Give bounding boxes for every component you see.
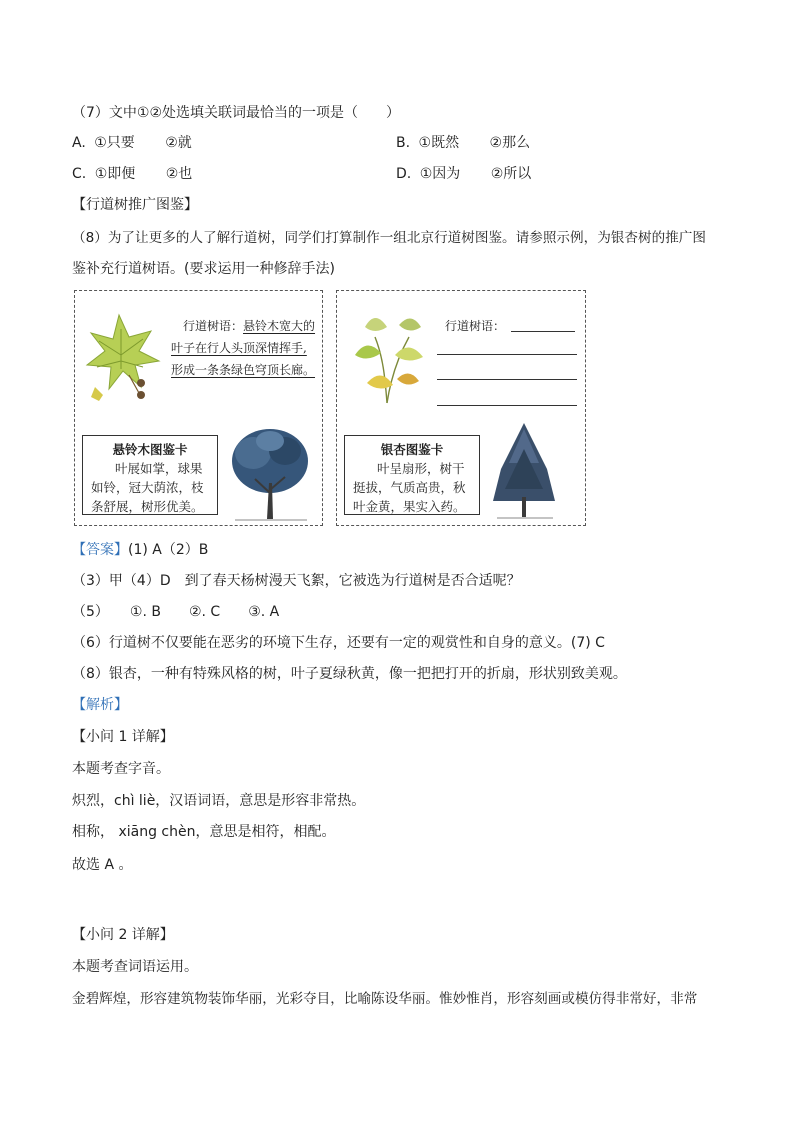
q7-question: （7）文中①②处选填关联词最恰当的一项是（ ） bbox=[72, 105, 401, 121]
option-part-1: ①只要 bbox=[94, 135, 135, 151]
option-part-1: ①既然 bbox=[418, 135, 460, 151]
right-motto-label: 行道树语： bbox=[445, 319, 506, 333]
box-line-3: 叶金黄，果实入药。 bbox=[353, 499, 466, 514]
box-line-1: 叶展如掌，球果 bbox=[115, 461, 203, 476]
sub1-line-3: 相称， xiāng chèn，意思是相符，相配。 bbox=[72, 824, 336, 840]
motto-line-2: 叶子在行人头顶深情挥手, bbox=[171, 341, 307, 355]
answer-line-5: （8）银杏，一种有特殊风格的树，叶子夏绿秋黄，像一把把打开的折扇，形状别致美观。 bbox=[72, 666, 627, 682]
plane-leaf-image bbox=[81, 305, 163, 405]
sub1-title: 【小问 1 详解】 bbox=[72, 729, 174, 745]
box-title: 银杏图鉴卡 bbox=[380, 442, 444, 457]
blank-line bbox=[437, 354, 577, 355]
option-c bbox=[72, 164, 192, 184]
ginkgo-info-box bbox=[344, 435, 480, 515]
option-part-2: ②也 bbox=[165, 166, 193, 182]
card-ginkgo bbox=[336, 290, 586, 526]
sub2-line-1: 本题考查词语运用。 bbox=[72, 959, 198, 975]
option-b bbox=[396, 133, 530, 153]
answer-line-2: （3）甲（4）D 到了春天杨树漫天飞絮，它被选为行道树是否合适呢？ bbox=[72, 573, 521, 589]
box-line-2: 挺拔，气质高贵，秋 bbox=[353, 480, 466, 495]
blank-line bbox=[511, 331, 575, 332]
answer-label: 【答案】 bbox=[72, 542, 128, 558]
option-d bbox=[396, 164, 531, 184]
option-letter: D. bbox=[396, 166, 412, 182]
motto-label: 行道树语： bbox=[183, 319, 244, 333]
option-part-1: ①因为 bbox=[419, 166, 461, 182]
box-line-3: 条舒展，树形优美。 bbox=[91, 499, 204, 514]
option-letter: B. bbox=[396, 135, 411, 151]
option-a bbox=[72, 133, 192, 153]
left-motto bbox=[171, 315, 316, 381]
blank-line bbox=[437, 405, 577, 406]
option-letter: A. bbox=[72, 135, 86, 151]
sub2-line-2: 金碧辉煌，形容建筑物装饰华丽，光彩夺目，比喻陈设华丽。惟妙惟肖，形容刻画或模仿得非常好，非常 bbox=[72, 991, 698, 1007]
sub1-line-4: 故选 A 。 bbox=[72, 857, 133, 873]
ginkgo-leaf-image bbox=[347, 307, 427, 407]
blank-line bbox=[437, 379, 577, 380]
option-part-2: ②就 bbox=[165, 135, 192, 151]
box-line-2: 如铃，冠大荫浓，枝 bbox=[91, 480, 204, 495]
option-letter: C. bbox=[72, 166, 87, 182]
motto-line-1: 悬铃木宽大的 bbox=[243, 319, 316, 333]
option-part-1: ①即便 bbox=[94, 166, 136, 182]
sub2-title: 【小问 2 详解】 bbox=[72, 927, 174, 943]
box-title: 悬铃木图鉴卡 bbox=[112, 442, 188, 457]
motto-line-3: 形成一条条绿色穹顶长廊。 bbox=[171, 363, 316, 377]
q8-line-2: 鉴补充行道树语。(要求运用一种修辞手法) bbox=[72, 261, 335, 277]
ginkgo-tree-image bbox=[489, 419, 559, 521]
card-plane-tree bbox=[74, 290, 323, 526]
q8-line-1: （8）为了让更多的人了解行道树，同学们打算制作一组北京行道树图鉴。请参照示例，为银杏树的推广图 bbox=[72, 230, 706, 246]
answer-line-1 bbox=[72, 540, 208, 560]
plane-tree-image bbox=[225, 423, 315, 523]
box-line-1: 叶呈扇形，树干 bbox=[377, 461, 465, 476]
answer-line-4: （6）行道树不仅要能在恶劣的环境下生存，还要有一定的观赏性和自身的意义。(7) C bbox=[72, 635, 605, 651]
sub1-line-1: 本题考查字音。 bbox=[72, 761, 170, 777]
section-title: 【行道树推广图鉴】 bbox=[72, 197, 198, 213]
plane-info-box bbox=[82, 435, 218, 515]
answer-text-1: (1) A（2）B bbox=[128, 542, 209, 558]
answer-line-3: （5） ①. B ②. C ③. A bbox=[72, 604, 280, 620]
sub1-line-2: 炽烈，chì liè，汉语词语，意思是形容非常热。 bbox=[72, 793, 366, 809]
analysis-label: 【解析】 bbox=[72, 697, 128, 713]
option-part-2: ②所以 bbox=[490, 166, 532, 182]
option-part-2: ②那么 bbox=[489, 135, 531, 151]
